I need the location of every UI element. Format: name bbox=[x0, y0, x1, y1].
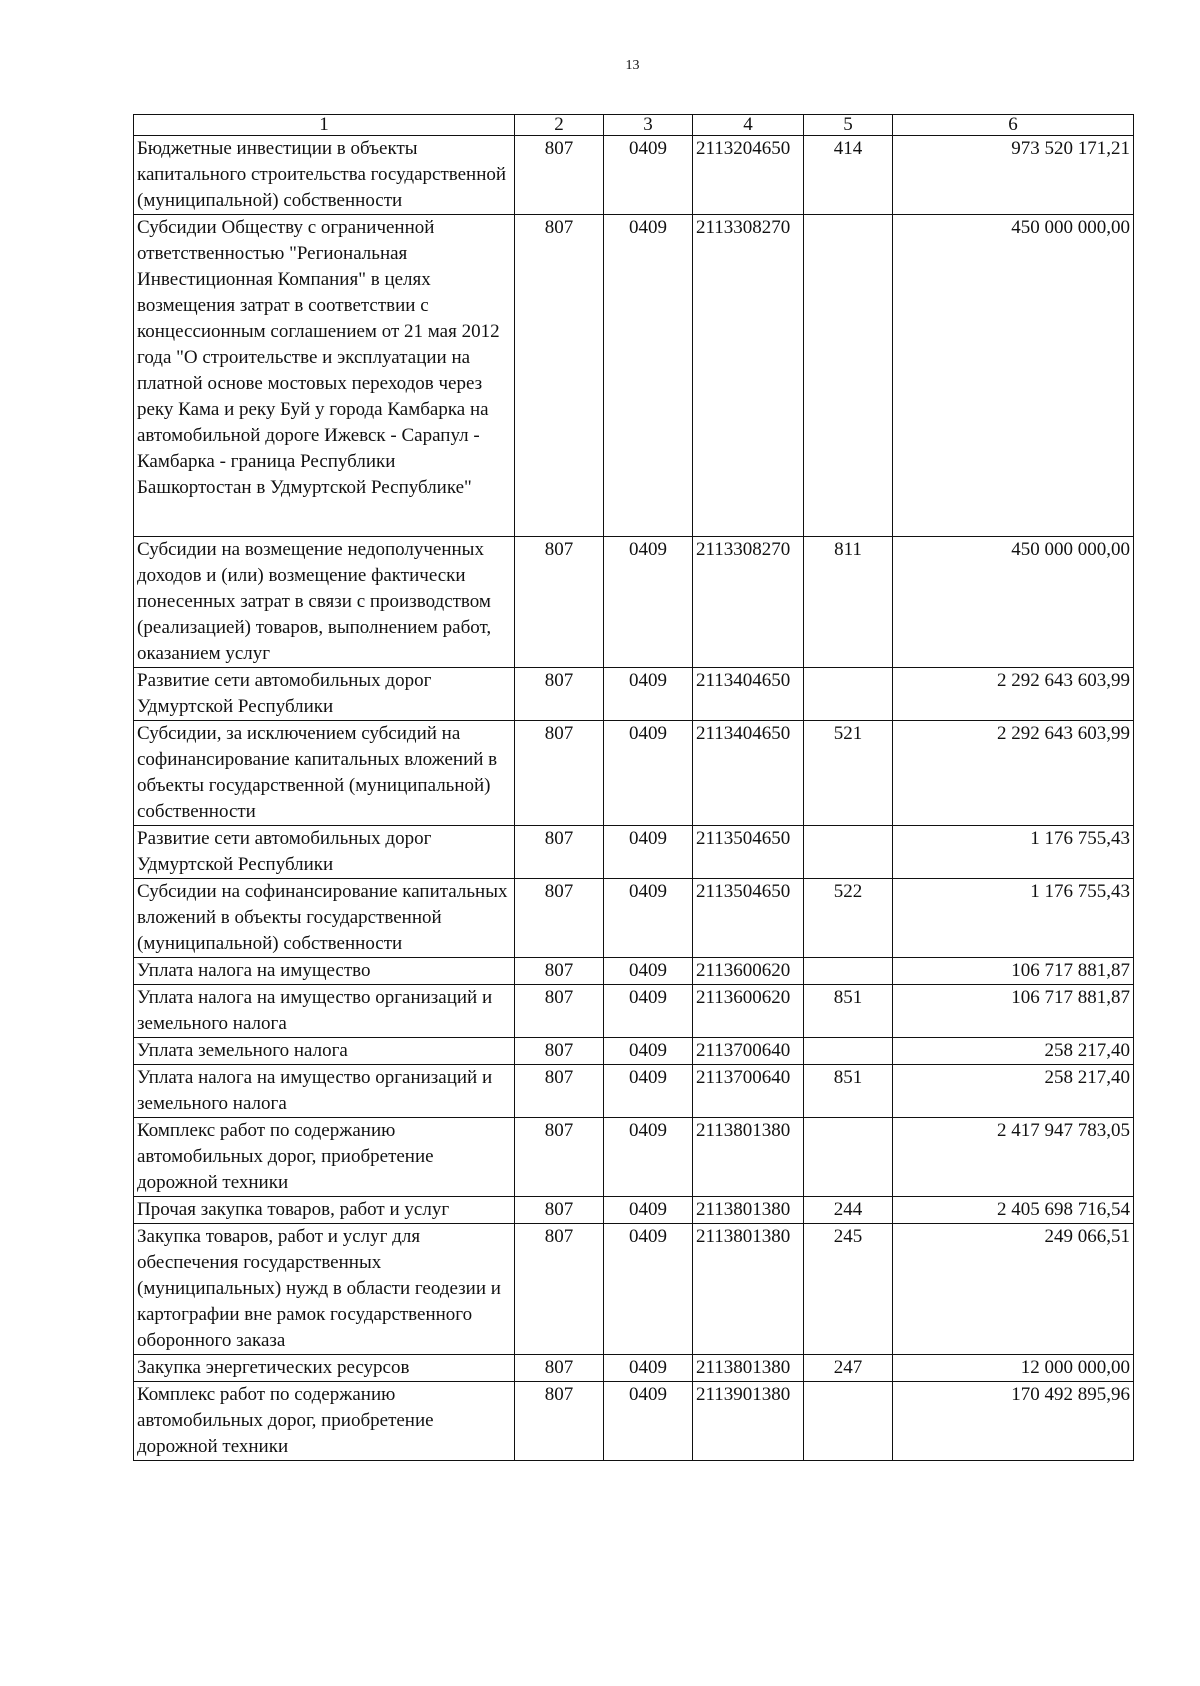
target-item-cell: 2113404650 bbox=[693, 668, 804, 721]
amount-cell: 1 176 755,43 bbox=[893, 879, 1134, 958]
chapter-code-cell: 807 bbox=[515, 826, 604, 879]
section-code-cell: 0409 bbox=[604, 985, 693, 1038]
target-item-cell: 2113801380 bbox=[693, 1224, 804, 1355]
table-row bbox=[134, 1382, 1134, 1461]
chapter-code-cell: 807 bbox=[515, 985, 604, 1038]
target-item-cell: 2113600620 bbox=[693, 958, 804, 985]
section-code-cell: 0409 bbox=[604, 1382, 693, 1461]
expense-type-cell: 245 bbox=[804, 1224, 893, 1355]
target-item-cell: 2113901380 bbox=[693, 1382, 804, 1461]
section-code-cell: 0409 bbox=[604, 826, 693, 879]
section-code-cell: 0409 bbox=[604, 1224, 693, 1355]
page-number: 13 bbox=[625, 58, 640, 73]
row-name-cell: Уплата налога на имущество bbox=[134, 958, 515, 985]
column-header-3: 3 bbox=[604, 115, 693, 136]
table-row bbox=[134, 1355, 1134, 1382]
table-row bbox=[134, 136, 1134, 215]
table-row bbox=[134, 668, 1134, 721]
column-header-4: 4 bbox=[693, 115, 804, 136]
chapter-code-cell: 807 bbox=[515, 1197, 604, 1224]
row-name-cell: Закупка энергетических ресурсов bbox=[134, 1355, 515, 1382]
amount-cell: 258 217,40 bbox=[893, 1038, 1134, 1065]
target-item-cell: 2113308270 bbox=[693, 537, 804, 668]
amount-cell: 450 000 000,00 bbox=[893, 215, 1134, 537]
expense-type-cell bbox=[804, 1038, 893, 1065]
target-item-cell: 2113600620 bbox=[693, 985, 804, 1038]
table-row bbox=[134, 985, 1134, 1038]
amount-cell: 106 717 881,87 bbox=[893, 958, 1134, 985]
column-header-5: 5 bbox=[804, 115, 893, 136]
section-code-cell: 0409 bbox=[604, 136, 693, 215]
chapter-code-cell: 807 bbox=[515, 1038, 604, 1065]
amount-cell: 2 292 643 603,99 bbox=[893, 721, 1134, 826]
expense-type-cell: 414 bbox=[804, 136, 893, 215]
amount-cell: 450 000 000,00 bbox=[893, 537, 1134, 668]
target-item-cell: 2113801380 bbox=[693, 1197, 804, 1224]
expense-type-cell bbox=[804, 668, 893, 721]
target-item-cell: 2113801380 bbox=[693, 1118, 804, 1197]
chapter-code-cell: 807 bbox=[515, 1382, 604, 1461]
target-item-cell: 2113308270 bbox=[693, 215, 804, 537]
expense-type-cell bbox=[804, 826, 893, 879]
table-row bbox=[134, 958, 1134, 985]
table-row bbox=[134, 826, 1134, 879]
amount-cell: 258 217,40 bbox=[893, 1065, 1134, 1118]
section-code-cell: 0409 bbox=[604, 1065, 693, 1118]
chapter-code-cell: 807 bbox=[515, 1355, 604, 1382]
chapter-code-cell: 807 bbox=[515, 1065, 604, 1118]
section-code-cell: 0409 bbox=[604, 1355, 693, 1382]
target-item-cell: 2113700640 bbox=[693, 1065, 804, 1118]
row-name-cell: Субсидии Обществу с ограниченной ответственностью "Региональная Инвестиционная Компания" в целях возмещения затрат в соответствии с концессионным соглашением от 21 мая 2012 года "О строительстве и эксплуатации на платной основе мостовых переходов через реку Кама и реку Буй у города Камбарка на автомобильной дороге Ижевск - Сарапул - Камбарка - граница Республики Башкортостан в Удмуртской Республике" bbox=[134, 215, 515, 537]
target-item-cell: 2113204650 bbox=[693, 136, 804, 215]
section-code-cell: 0409 bbox=[604, 1197, 693, 1224]
expense-type-cell bbox=[804, 1382, 893, 1461]
amount-cell: 106 717 881,87 bbox=[893, 985, 1134, 1038]
row-name-cell: Уплата земельного налога bbox=[134, 1038, 515, 1065]
expense-type-cell: 521 bbox=[804, 721, 893, 826]
section-code-cell: 0409 bbox=[604, 879, 693, 958]
target-item-cell: 2113504650 bbox=[693, 879, 804, 958]
chapter-code-cell: 807 bbox=[515, 1224, 604, 1355]
chapter-code-cell: 807 bbox=[515, 668, 604, 721]
table-header bbox=[134, 115, 1134, 136]
amount-cell: 2 405 698 716,54 bbox=[893, 1197, 1134, 1224]
table-row bbox=[134, 537, 1134, 668]
row-name-cell: Уплата налога на имущество организаций и земельного налога bbox=[134, 985, 515, 1038]
chapter-code-cell: 807 bbox=[515, 537, 604, 668]
chapter-code-cell: 807 bbox=[515, 958, 604, 985]
header-row bbox=[134, 115, 1134, 136]
amount-cell: 249 066,51 bbox=[893, 1224, 1134, 1355]
table-row bbox=[134, 1065, 1134, 1118]
expense-type-cell: 851 bbox=[804, 1065, 893, 1118]
budget-table bbox=[133, 114, 1134, 1461]
row-name-cell: Прочая закупка товаров, работ и услуг bbox=[134, 1197, 515, 1224]
amount-cell: 12 000 000,00 bbox=[893, 1355, 1134, 1382]
expense-type-cell: 522 bbox=[804, 879, 893, 958]
expense-type-cell bbox=[804, 215, 893, 537]
row-name-cell: Субсидии на софинансирование капитальных вложений в объекты государственной (муниципальной) собственности bbox=[134, 879, 515, 958]
table-row bbox=[134, 879, 1134, 958]
amount-cell: 973 520 171,21 bbox=[893, 136, 1134, 215]
chapter-code-cell: 807 bbox=[515, 136, 604, 215]
amount-cell: 170 492 895,96 bbox=[893, 1382, 1134, 1461]
column-header-1: 1 bbox=[134, 115, 515, 136]
expense-type-cell bbox=[804, 1118, 893, 1197]
section-code-cell: 0409 bbox=[604, 668, 693, 721]
table-row bbox=[134, 215, 1134, 537]
amount-cell: 1 176 755,43 bbox=[893, 826, 1134, 879]
table-body bbox=[134, 136, 1134, 1461]
table-row bbox=[134, 721, 1134, 826]
section-code-cell: 0409 bbox=[604, 537, 693, 668]
table-row bbox=[134, 1197, 1134, 1224]
column-header-2: 2 bbox=[515, 115, 604, 136]
row-name-cell: Развитие сети автомобильных дорог Удмуртской Республики bbox=[134, 826, 515, 879]
expense-type-cell: 851 bbox=[804, 985, 893, 1038]
row-name-cell: Комплекс работ по содержанию автомобильных дорог, приобретение дорожной техники bbox=[134, 1118, 515, 1197]
chapter-code-cell: 807 bbox=[515, 1118, 604, 1197]
table-row bbox=[134, 1038, 1134, 1065]
target-item-cell: 2113404650 bbox=[693, 721, 804, 826]
amount-cell: 2 292 643 603,99 bbox=[893, 668, 1134, 721]
row-name-cell: Субсидии, за исключением субсидий на софинансирование капитальных вложений в объекты государственной (муниципальной) собственности bbox=[134, 721, 515, 826]
expense-type-cell: 244 bbox=[804, 1197, 893, 1224]
row-name-cell: Закупка товаров, работ и услуг для обеспечения государственных (муниципальных) нужд в области геодезии и картографии вне рамок государственного оборонного заказа bbox=[134, 1224, 515, 1355]
chapter-code-cell: 807 bbox=[515, 879, 604, 958]
section-code-cell: 0409 bbox=[604, 1038, 693, 1065]
row-name-cell: Комплекс работ по содержанию автомобильных дорог, приобретение дорожной техники bbox=[134, 1382, 515, 1461]
chapter-code-cell: 807 bbox=[515, 721, 604, 826]
row-name-cell: Уплата налога на имущество организаций и земельного налога bbox=[134, 1065, 515, 1118]
table-row bbox=[134, 1224, 1134, 1355]
target-item-cell: 2113700640 bbox=[693, 1038, 804, 1065]
section-code-cell: 0409 bbox=[604, 958, 693, 985]
expense-type-cell: 811 bbox=[804, 537, 893, 668]
row-name-cell: Развитие сети автомобильных дорог Удмуртской Республики bbox=[134, 668, 515, 721]
column-header-6: 6 bbox=[893, 115, 1134, 136]
amount-cell: 2 417 947 783,05 bbox=[893, 1118, 1134, 1197]
section-code-cell: 0409 bbox=[604, 1118, 693, 1197]
row-name-cell: Субсидии на возмещение недополученных доходов и (или) возмещение фактически понесенных затрат в связи с производством (реализацией) товаров, выполнением работ, оказанием услуг bbox=[134, 537, 515, 668]
target-item-cell: 2113801380 bbox=[693, 1355, 804, 1382]
expense-type-cell bbox=[804, 958, 893, 985]
section-code-cell: 0409 bbox=[604, 721, 693, 826]
target-item-cell: 2113504650 bbox=[693, 826, 804, 879]
expense-type-cell: 247 bbox=[804, 1355, 893, 1382]
table-row bbox=[134, 1118, 1134, 1197]
row-name-cell: Бюджетные инвестиции в объекты капитального строительства государственной (муниципальной) собственности bbox=[134, 136, 515, 215]
chapter-code-cell: 807 bbox=[515, 215, 604, 537]
section-code-cell: 0409 bbox=[604, 215, 693, 537]
